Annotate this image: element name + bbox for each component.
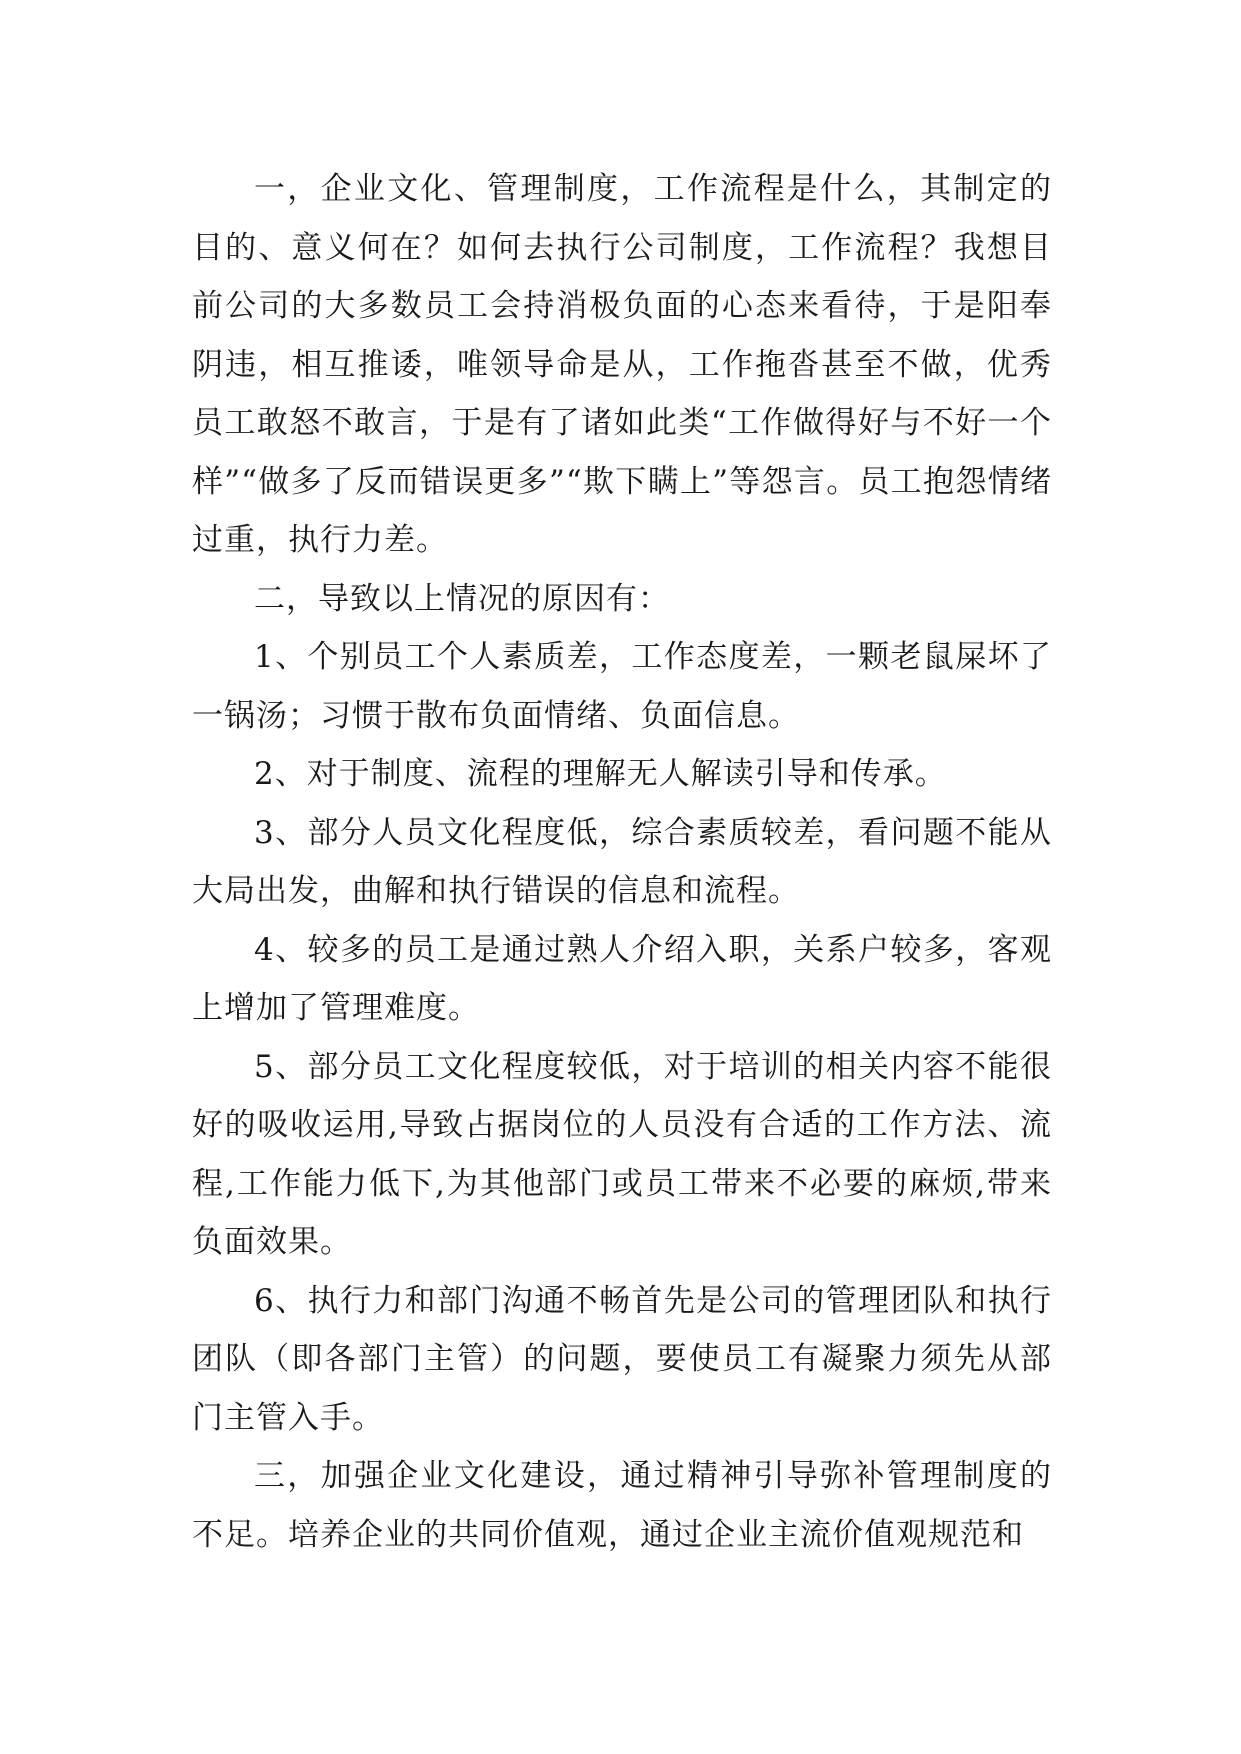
paragraph-section-2-heading: 二，导致以上情况的原因有： bbox=[254, 580, 670, 617]
paragraph-reason-6: 6、执行力和部门沟通不畅首先是公司的管理团队和执行团队（即各部门主管）的问题，要使员工有凝聚力须先从部门主管入手。 bbox=[192, 1282, 1052, 1436]
paragraph-reason-1: 1、个别员工个人素质差，工作态度差，一颗老鼠屎坏了一锅汤；习惯于散布负面情绪、负面信息。 bbox=[192, 639, 1052, 734]
paragraph-reason-2: 2、对于制度、流程的理解无人解读引导和传承。 bbox=[254, 756, 947, 792]
document-body bbox=[192, 160, 1052, 1564]
paragraph-section-3: 三，加强企业文化建设，通过精神引导弥补管理制度的不足。培养企业的共同价值观，通过企业主流价值观规范和 bbox=[192, 1458, 1052, 1553]
paragraph-reason-3: 3、部分人员文化程度低，综合素质较差，看问题不能从大局出发，曲解和执行错误的信息和流程。 bbox=[192, 814, 1052, 909]
paragraph-reason-5: 5、部分员工文化程度较低，对于培训的相关内容不能很好的吸收运用,导致占据岗位的人员没有合适的工作方法、流程,工作能力低下,为其他部门或员工带来不必要的麻烦,带来负面效果。 bbox=[192, 1048, 1052, 1260]
paragraph-reason-4: 4、较多的员工是通过熟人介绍入职，关系户较多，客观上增加了管理难度。 bbox=[192, 931, 1052, 1026]
paragraph-section-1: 一，企业文化、管理制度，工作流程是什么，其制定的目的、意义何在？如何去执行公司制度，工作流程？我想目前公司的大多数员工会持消极负面的心态来看待，于是阳奉阴违，相互推诿，唯领导命是从，工作拖沓甚至不做，优秀员工敢怒不敢言，于是有了诸如此类“工作做得好与不好一个样”“做多了反而错误更多”“欺下瞒上”等怨言。员工抱怨情绪过重，执行力差。 bbox=[192, 171, 1052, 558]
